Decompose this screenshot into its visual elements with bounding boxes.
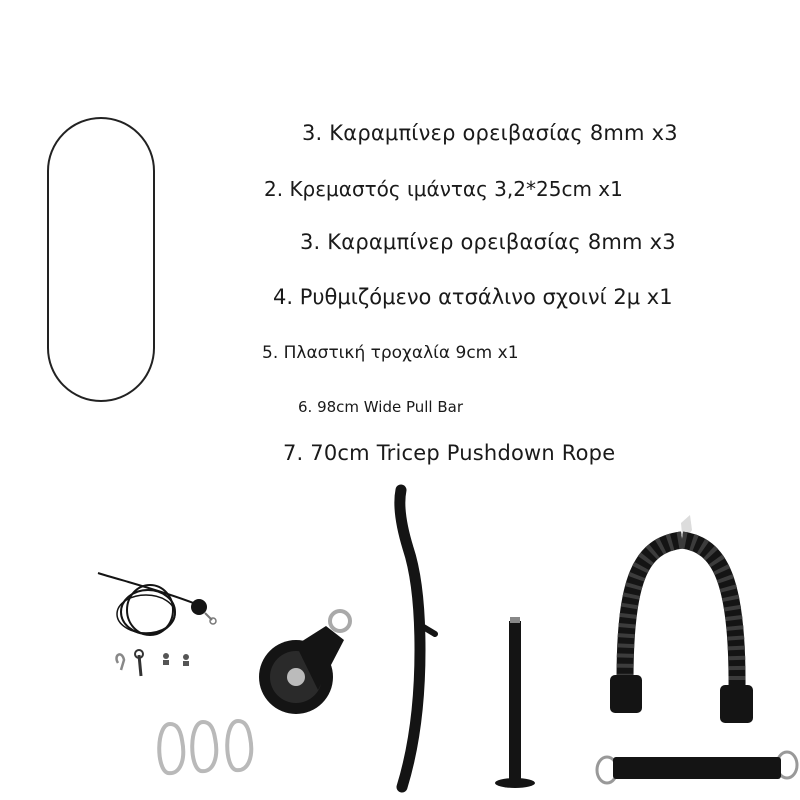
item-line-4: 4. Ρυθμιζόμενο ατσάλινο σχοινί 2μ x1 bbox=[273, 285, 673, 309]
item-line-6: 6. 98cm Wide Pull Bar bbox=[298, 398, 464, 416]
item-line-1: 3. Καραμπίνερ ορειβασίας 8mm x3 bbox=[302, 121, 678, 145]
hanging-strap-icon bbox=[597, 752, 797, 783]
loading-pin-icon bbox=[495, 617, 535, 788]
small-hardware-icon bbox=[117, 650, 189, 676]
pulley-icon bbox=[259, 611, 350, 714]
steel-cable-icon bbox=[98, 573, 216, 635]
tricep-rope-icon bbox=[610, 515, 753, 723]
item-line-7: 7. 70cm Tricep Pushdown Rope bbox=[283, 441, 616, 465]
item-line-2: 2. Κρεμαστός ιμάντας 3,2*25cm x1 bbox=[264, 177, 623, 201]
carabiner-icon bbox=[159, 721, 251, 773]
pull-bar-icon bbox=[400, 490, 435, 787]
item-line-5: 5. Πλαστική τροχαλία 9cm x1 bbox=[262, 343, 519, 363]
item-line-3: 3. Καραμπίνερ ορειβασίας 8mm x3 bbox=[300, 230, 676, 254]
